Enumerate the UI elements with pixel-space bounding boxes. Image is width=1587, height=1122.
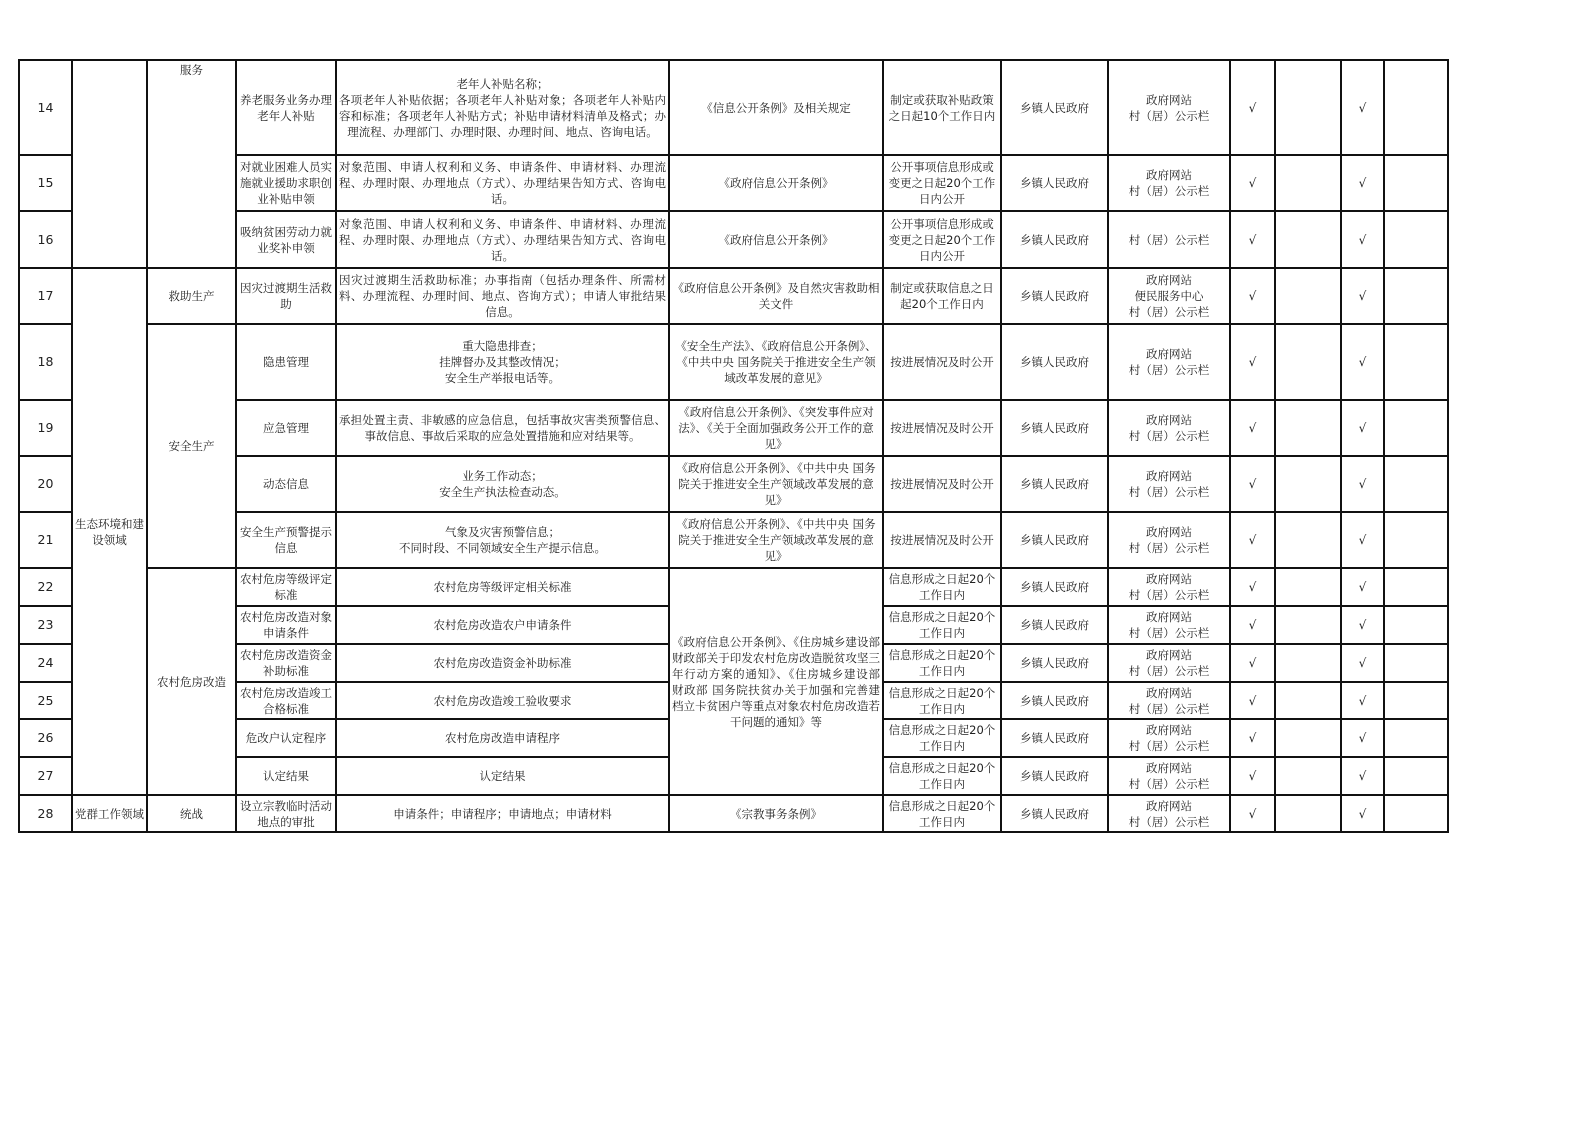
empty-cell: [1384, 644, 1448, 682]
check-mark: √: [1341, 268, 1384, 324]
empty-cell: [1384, 719, 1448, 757]
channel-cell: 政府网站 村（居）公示栏: [1108, 400, 1230, 456]
row-number: 25: [19, 682, 72, 719]
check-mark: √: [1341, 60, 1384, 155]
row-number: 26: [19, 719, 72, 757]
check-mark: √: [1230, 324, 1275, 400]
time-cell: 信息形成之日起20个工作日内: [883, 719, 1001, 757]
check-mark: √: [1230, 568, 1275, 606]
subject-cell: 乡镇人民政府: [1001, 719, 1108, 757]
table-row: [19, 795, 1448, 832]
check-mark: √: [1341, 644, 1384, 682]
empty-cell: [1384, 60, 1448, 155]
row-number: 18: [19, 324, 72, 400]
time-cell: 信息形成之日起20个工作日内: [883, 682, 1001, 719]
empty-cell: [1384, 400, 1448, 456]
empty-cell: [1384, 211, 1448, 268]
empty-cell: [1384, 268, 1448, 324]
content-cell: 老年人补贴名称； 各项老年人补贴依据；各项老年人补贴对象；各项老年人补贴内容和标准；各项老年人补贴方式；补贴申请材料清单及格式；办理流程、办理部门、办理时限、办理时间、地点、咨询电话。: [336, 60, 669, 155]
channel-cell: 政府网站 村（居）公示栏: [1108, 757, 1230, 795]
subject-cell: 乡镇人民政府: [1001, 757, 1108, 795]
channel-cell: 政府网站 便民服务中心 村（居）公示栏: [1108, 268, 1230, 324]
channel-cell: 政府网站 村（居）公示栏: [1108, 795, 1230, 832]
basis-cell: 《宗教事务条例》: [669, 795, 883, 832]
channel-cell: 政府网站 村（居）公示栏: [1108, 60, 1230, 155]
check-mark: √: [1230, 606, 1275, 644]
item-cell: 危改户认定程序: [236, 719, 336, 757]
basis-cell: 《政府信息公开条例》及自然灾害救助相关文件: [669, 268, 883, 324]
table-row: [19, 268, 1448, 324]
item-cell: 认定结果: [236, 757, 336, 795]
time-cell: 信息形成之日起20个工作日内: [883, 757, 1001, 795]
item-cell: 农村危房改造对象申请条件: [236, 606, 336, 644]
content-cell: 重大隐患排查； 挂牌督办及其整改情况； 安全生产举报电话等。: [336, 324, 669, 400]
check-mark: √: [1341, 324, 1384, 400]
basis-cell: 《政府信息公开条例》: [669, 155, 883, 211]
subject-cell: 乡镇人民政府: [1001, 512, 1108, 568]
empty-cell: [1384, 155, 1448, 211]
time-cell: 公开事项信息形成或变更之日起20个工作日内公开: [883, 211, 1001, 268]
row-number: 28: [19, 795, 72, 832]
item-cell: 吸纳贫困劳动力就业奖补申领: [236, 211, 336, 268]
item-cell: 农村危房改造竣工合格标准: [236, 682, 336, 719]
row-number: 22: [19, 568, 72, 606]
item-cell: 养老服务业务办理老年人补贴: [236, 60, 336, 155]
check-mark: √: [1341, 719, 1384, 757]
basis-cell: 《政府信息公开条例》、《中共中央 国务院关于推进安全生产领域改革发展的意见》: [669, 512, 883, 568]
empty-cell: [1275, 757, 1341, 795]
content-cell: 气象及灾害预警信息； 不同时段、不同领域安全生产提示信息。: [336, 512, 669, 568]
content-cell: 对象范围、申请人权利和义务、申请条件、申请材料、办理流程、办理时限、办理地点（方式）、办理结果告知方式、咨询电话。: [336, 155, 669, 211]
disclosure-table: [18, 59, 1449, 833]
item-cell: 农村危房等级评定标准: [236, 568, 336, 606]
table-row: [19, 60, 1448, 155]
table-row: [19, 324, 1448, 400]
row-number: 21: [19, 512, 72, 568]
level2-cell: 统战: [147, 795, 236, 832]
check-mark: √: [1341, 400, 1384, 456]
empty-cell: [1384, 682, 1448, 719]
check-mark: √: [1230, 644, 1275, 682]
empty-cell: [1275, 606, 1341, 644]
channel-cell: 政府网站 村（居）公示栏: [1108, 644, 1230, 682]
content-cell: 农村危房改造申请程序: [336, 719, 669, 757]
row-number: 24: [19, 644, 72, 682]
time-cell: 制定或获取补贴政策之日起10个工作日内: [883, 60, 1001, 155]
check-mark: √: [1341, 682, 1384, 719]
content-cell: 对象范围、申请人权利和义务、申请条件、申请材料、办理流程、办理时限、办理地点（方式）、办理结果告知方式、咨询电话。: [336, 211, 669, 268]
empty-cell: [1275, 155, 1341, 211]
check-mark: √: [1230, 60, 1275, 155]
empty-cell: [1275, 795, 1341, 832]
check-mark: √: [1230, 719, 1275, 757]
content-cell: 业务工作动态； 安全生产执法检查动态。: [336, 456, 669, 512]
subject-cell: 乡镇人民政府: [1001, 268, 1108, 324]
subject-cell: 乡镇人民政府: [1001, 60, 1108, 155]
channel-cell: 政府网站 村（居）公示栏: [1108, 682, 1230, 719]
empty-cell: [1275, 400, 1341, 456]
empty-cell: [1384, 757, 1448, 795]
subject-cell: 乡镇人民政府: [1001, 606, 1108, 644]
table-row: [19, 568, 1448, 606]
empty-cell: [1275, 268, 1341, 324]
check-mark: √: [1341, 568, 1384, 606]
item-cell: 动态信息: [236, 456, 336, 512]
level1-cell: [72, 60, 147, 268]
row-number: 23: [19, 606, 72, 644]
item-cell: 对就业困难人员实施就业援助求职创业补贴申领: [236, 155, 336, 211]
subject-cell: 乡镇人民政府: [1001, 211, 1108, 268]
check-mark: √: [1230, 682, 1275, 719]
channel-cell: 政府网站 村（居）公示栏: [1108, 456, 1230, 512]
row-number: 16: [19, 211, 72, 268]
empty-cell: [1275, 644, 1341, 682]
empty-cell: [1384, 512, 1448, 568]
subject-cell: 乡镇人民政府: [1001, 456, 1108, 512]
check-mark: √: [1230, 456, 1275, 512]
content-cell: 农村危房改造农户申请条件: [336, 606, 669, 644]
basis-cell: 《政府信息公开条例》、《住房城乡建设部 财政部关于印发农村危房改造脱贫攻坚三年行动方案的通知》、《住房城乡建设部 财政部 国务院扶贫办关于加强和完善建档立卡贫困户等重点对象农村危房改造若干问题的通知》等: [669, 568, 883, 795]
row-number: 14: [19, 60, 72, 155]
subject-cell: 乡镇人民政府: [1001, 155, 1108, 211]
empty-cell: [1275, 211, 1341, 268]
item-cell: 因灾过渡期生活救助: [236, 268, 336, 324]
channel-cell: 政府网站 村（居）公示栏: [1108, 155, 1230, 211]
level1-cell: 生态环境和建设领域: [72, 268, 147, 795]
empty-cell: [1275, 682, 1341, 719]
subject-cell: 乡镇人民政府: [1001, 682, 1108, 719]
check-mark: √: [1341, 211, 1384, 268]
row-number: 20: [19, 456, 72, 512]
content-cell: 农村危房等级评定相关标准: [336, 568, 669, 606]
content-cell: 农村危房改造资金补助标准: [336, 644, 669, 682]
subject-cell: 乡镇人民政府: [1001, 568, 1108, 606]
check-mark: √: [1341, 606, 1384, 644]
time-cell: 按进展情况及时公开: [883, 512, 1001, 568]
item-cell: 设立宗教临时活动地点的审批: [236, 795, 336, 832]
empty-cell: [1275, 719, 1341, 757]
content-cell: 申请条件；申请程序；申请地点；申请材料: [336, 795, 669, 832]
subject-cell: 乡镇人民政府: [1001, 324, 1108, 400]
check-mark: √: [1230, 211, 1275, 268]
time-cell: 制定或获取信息之日起20个工作日内: [883, 268, 1001, 324]
level2-cell: 服务: [147, 60, 236, 268]
time-cell: 按进展情况及时公开: [883, 456, 1001, 512]
channel-cell: 政府网站 村（居）公示栏: [1108, 606, 1230, 644]
level2-cell: 农村危房改造: [147, 568, 236, 795]
basis-cell: 《安全生产法》、《政府信息公开条例》、《中共中央 国务院关于推进安全生产领域改革发展的意见》: [669, 324, 883, 400]
empty-cell: [1384, 456, 1448, 512]
item-cell: 隐患管理: [236, 324, 336, 400]
content-cell: 因灾过渡期生活救助标准；办事指南（包括办理条件、所需材料、办理流程、办理时间、地点、咨询方式）；申请人审批结果信息。: [336, 268, 669, 324]
item-cell: 农村危房改造资金补助标准: [236, 644, 336, 682]
check-mark: √: [1230, 155, 1275, 211]
channel-cell: 村（居）公示栏: [1108, 211, 1230, 268]
channel-cell: 政府网站 村（居）公示栏: [1108, 324, 1230, 400]
level1-cell: 党群工作领域: [72, 795, 147, 832]
content-cell: 承担处置主责、非敏感的应急信息，包括事故灾害类预警信息、事故信息、事故后采取的应急处置措施和应对结果等。: [336, 400, 669, 456]
time-cell: 信息形成之日起20个工作日内: [883, 644, 1001, 682]
check-mark: √: [1341, 757, 1384, 795]
check-mark: √: [1230, 512, 1275, 568]
row-number: 17: [19, 268, 72, 324]
empty-cell: [1275, 456, 1341, 512]
check-mark: √: [1341, 155, 1384, 211]
time-cell: 信息形成之日起20个工作日内: [883, 606, 1001, 644]
subject-cell: 乡镇人民政府: [1001, 795, 1108, 832]
row-number: 15: [19, 155, 72, 211]
subject-cell: 乡镇人民政府: [1001, 400, 1108, 456]
empty-cell: [1275, 60, 1341, 155]
check-mark: √: [1341, 512, 1384, 568]
channel-cell: 政府网站 村（居）公示栏: [1108, 512, 1230, 568]
level2-cell: 安全生产: [147, 324, 236, 568]
check-mark: √: [1230, 757, 1275, 795]
row-number: 19: [19, 400, 72, 456]
basis-cell: 《政府信息公开条例》、《突发事件应对法》、《关于全面加强政务公开工作的意见》: [669, 400, 883, 456]
time-cell: 信息形成之日起20个工作日内: [883, 568, 1001, 606]
basis-cell: 《政府信息公开条例》、《中共中央 国务院关于推进安全生产领域改革发展的意见》: [669, 456, 883, 512]
item-cell: 应急管理: [236, 400, 336, 456]
empty-cell: [1275, 512, 1341, 568]
time-cell: 信息形成之日起20个工作日内: [883, 795, 1001, 832]
subject-cell: 乡镇人民政府: [1001, 644, 1108, 682]
content-cell: 认定结果: [336, 757, 669, 795]
empty-cell: [1275, 568, 1341, 606]
check-mark: √: [1230, 795, 1275, 832]
empty-cell: [1384, 795, 1448, 832]
time-cell: 按进展情况及时公开: [883, 400, 1001, 456]
empty-cell: [1384, 324, 1448, 400]
empty-cell: [1384, 606, 1448, 644]
check-mark: √: [1341, 456, 1384, 512]
content-cell: 农村危房改造竣工验收要求: [336, 682, 669, 719]
channel-cell: 政府网站 村（居）公示栏: [1108, 719, 1230, 757]
basis-cell: 《政府信息公开条例》: [669, 211, 883, 268]
row-number: 27: [19, 757, 72, 795]
basis-cell: 《信息公开条例》及相关规定: [669, 60, 883, 155]
time-cell: 按进展情况及时公开: [883, 324, 1001, 400]
channel-cell: 政府网站 村（居）公示栏: [1108, 568, 1230, 606]
level2-cell: 救助生产: [147, 268, 236, 324]
check-mark: √: [1230, 268, 1275, 324]
empty-cell: [1384, 568, 1448, 606]
check-mark: √: [1341, 795, 1384, 832]
empty-cell: [1275, 324, 1341, 400]
time-cell: 公开事项信息形成或变更之日起20个工作日内公开: [883, 155, 1001, 211]
item-cell: 安全生产预警提示信息: [236, 512, 336, 568]
check-mark: √: [1230, 400, 1275, 456]
